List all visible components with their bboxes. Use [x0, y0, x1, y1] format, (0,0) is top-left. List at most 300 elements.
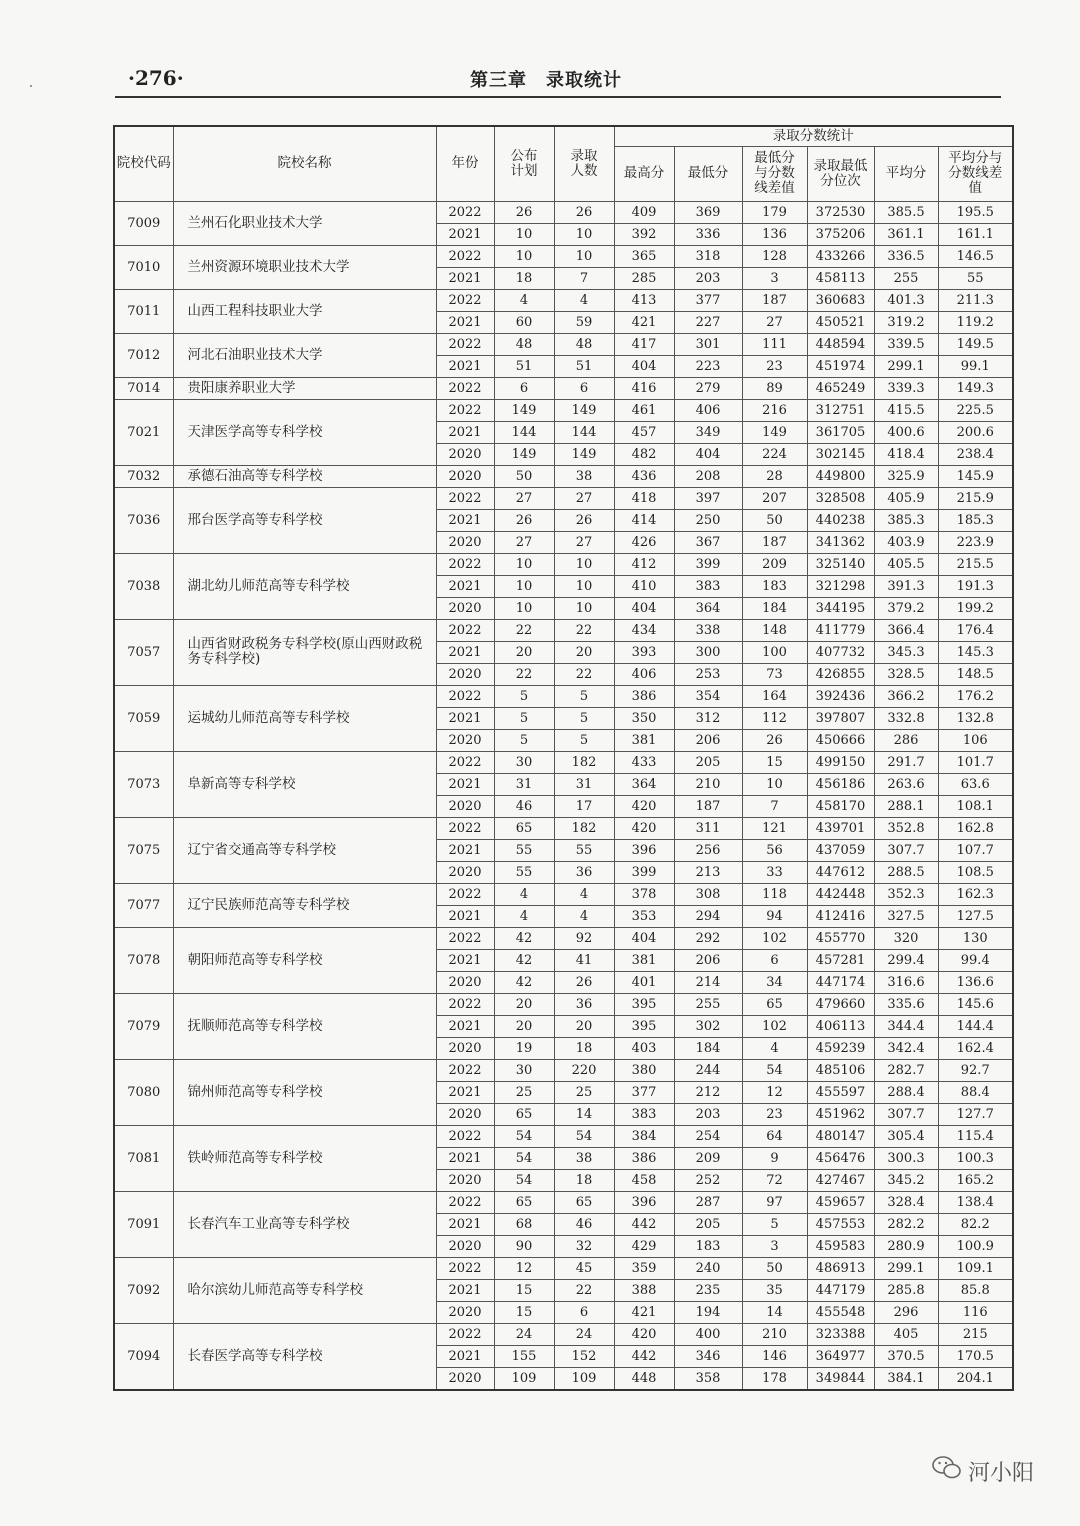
min-rank: 341362: [807, 531, 874, 553]
scan-speck: [30, 85, 32, 87]
max-score: 413: [614, 289, 674, 311]
min-rank: 323388: [807, 1323, 874, 1345]
avg-score: 291.7: [874, 751, 938, 773]
min-diff: 183: [742, 575, 807, 597]
plan: 42: [494, 971, 554, 993]
year: 2022: [436, 201, 494, 223]
admitted: 48: [554, 333, 614, 355]
avg-diff: 238.4: [938, 443, 1013, 465]
min-diff: 210: [742, 1323, 807, 1345]
min-score: 255: [674, 993, 742, 1015]
max-score: 434: [614, 619, 674, 641]
max-score: 482: [614, 443, 674, 465]
min-rank: 375206: [807, 223, 874, 245]
plan: 54: [494, 1125, 554, 1147]
avg-diff: 162.8: [938, 817, 1013, 839]
min-score: 302: [674, 1015, 742, 1037]
min-rank: 485106: [807, 1059, 874, 1081]
max-score: 396: [614, 1191, 674, 1213]
min-diff: 102: [742, 1015, 807, 1037]
avg-diff: 215.5: [938, 553, 1013, 575]
min-score: 383: [674, 575, 742, 597]
min-diff: 50: [742, 1257, 807, 1279]
admission-stats-table: [113, 125, 1014, 1391]
table-row: [114, 1125, 1013, 1147]
header-min-rank: 录取最低分位次: [807, 146, 874, 201]
min-rank: 442448: [807, 883, 874, 905]
school-code: 7079: [114, 993, 173, 1059]
min-score: 338: [674, 619, 742, 641]
min-rank: 459657: [807, 1191, 874, 1213]
year: 2021: [436, 905, 494, 927]
min-diff: 14: [742, 1301, 807, 1323]
avg-diff: 63.6: [938, 773, 1013, 795]
avg-diff: 130: [938, 927, 1013, 949]
min-rank: 440238: [807, 509, 874, 531]
max-score: 388: [614, 1279, 674, 1301]
min-rank: 411779: [807, 619, 874, 641]
admitted: 6: [554, 1301, 614, 1323]
min-rank: 456186: [807, 773, 874, 795]
plan: 46: [494, 795, 554, 817]
min-diff: 6: [742, 949, 807, 971]
plan: 22: [494, 619, 554, 641]
year: 2020: [436, 1169, 494, 1191]
plan: 144: [494, 421, 554, 443]
max-score: 409: [614, 201, 674, 223]
avg-score: 336.5: [874, 245, 938, 267]
plan: 90: [494, 1235, 554, 1257]
min-score: 358: [674, 1367, 742, 1390]
plan: 6: [494, 377, 554, 399]
plan: 18: [494, 267, 554, 289]
min-diff: 3: [742, 267, 807, 289]
table-row: [114, 201, 1013, 223]
school-name: 朝阳师范高等专科学校: [173, 927, 436, 993]
max-score: 380: [614, 1059, 674, 1081]
min-score: 184: [674, 1037, 742, 1059]
admitted: 27: [554, 487, 614, 509]
min-score: 235: [674, 1279, 742, 1301]
min-diff: 64: [742, 1125, 807, 1147]
min-rank: 459583: [807, 1235, 874, 1257]
min-rank: 437059: [807, 839, 874, 861]
min-diff: 112: [742, 707, 807, 729]
wechat-icon: [932, 1455, 962, 1487]
school-name: 哈尔滨幼儿师范高等专科学校: [173, 1257, 436, 1323]
min-rank: 392436: [807, 685, 874, 707]
max-score: 421: [614, 311, 674, 333]
min-diff: 73: [742, 663, 807, 685]
school-code: 7012: [114, 333, 173, 377]
school-code: 7036: [114, 487, 173, 553]
year: 2022: [436, 399, 494, 421]
avg-diff: 176.4: [938, 619, 1013, 641]
year: 2020: [436, 1103, 494, 1125]
header-year: 年份: [436, 126, 494, 201]
school-code: 7092: [114, 1257, 173, 1323]
min-rank: 459239: [807, 1037, 874, 1059]
header-avg: 平均分: [874, 146, 938, 201]
year: 2021: [436, 1081, 494, 1103]
min-score: 253: [674, 663, 742, 685]
min-score: 312: [674, 707, 742, 729]
min-rank: 499150: [807, 751, 874, 773]
admitted: 65: [554, 1191, 614, 1213]
min-score: 367: [674, 531, 742, 553]
avg-score: 288.4: [874, 1081, 938, 1103]
avg-diff: 100.3: [938, 1147, 1013, 1169]
max-score: 442: [614, 1213, 674, 1235]
admitted: 32: [554, 1235, 614, 1257]
min-score: 213: [674, 861, 742, 883]
min-rank: 479660: [807, 993, 874, 1015]
avg-score: 332.8: [874, 707, 938, 729]
avg-diff: 101.7: [938, 751, 1013, 773]
min-rank: 455548: [807, 1301, 874, 1323]
header-code: 院校代码: [114, 126, 173, 201]
admitted: 10: [554, 245, 614, 267]
table-row: [114, 1323, 1013, 1345]
admitted: 18: [554, 1037, 614, 1059]
avg-score: 385.5: [874, 201, 938, 223]
year: 2021: [436, 707, 494, 729]
min-score: 244: [674, 1059, 742, 1081]
max-score: 461: [614, 399, 674, 421]
avg-score: 307.7: [874, 1103, 938, 1125]
school-name: 承德石油高等专科学校: [173, 465, 436, 487]
min-score: 254: [674, 1125, 742, 1147]
max-score: 436: [614, 465, 674, 487]
admitted: 51: [554, 355, 614, 377]
max-score: 448: [614, 1367, 674, 1390]
max-score: 395: [614, 1015, 674, 1037]
min-rank: 451974: [807, 355, 874, 377]
min-rank: 439701: [807, 817, 874, 839]
avg-score: 345.2: [874, 1169, 938, 1191]
year: 2021: [436, 575, 494, 597]
avg-diff: 223.9: [938, 531, 1013, 553]
max-score: 457: [614, 421, 674, 443]
plan: 10: [494, 223, 554, 245]
admitted: 5: [554, 707, 614, 729]
school-code: 7078: [114, 927, 173, 993]
year: 2022: [436, 1059, 494, 1081]
avg-score: 342.4: [874, 1037, 938, 1059]
max-score: 359: [614, 1257, 674, 1279]
min-rank: 364977: [807, 1345, 874, 1367]
year: 2020: [436, 1367, 494, 1390]
min-diff: 7: [742, 795, 807, 817]
max-score: 384: [614, 1125, 674, 1147]
avg-diff: 82.2: [938, 1213, 1013, 1235]
min-diff: 102: [742, 927, 807, 949]
table-row: [114, 465, 1013, 487]
min-rank: 457281: [807, 949, 874, 971]
min-rank: 458170: [807, 795, 874, 817]
avg-diff: 215.9: [938, 487, 1013, 509]
admitted: 26: [554, 509, 614, 531]
year: 2021: [436, 509, 494, 531]
avg-score: 282.2: [874, 1213, 938, 1235]
plan: 19: [494, 1037, 554, 1059]
admitted: 38: [554, 465, 614, 487]
min-score: 397: [674, 487, 742, 509]
avg-diff: 148.5: [938, 663, 1013, 685]
year: 2020: [436, 1037, 494, 1059]
plan: 51: [494, 355, 554, 377]
avg-score: 316.6: [874, 971, 938, 993]
table-row: [114, 817, 1013, 839]
max-score: 403: [614, 1037, 674, 1059]
avg-score: 325.9: [874, 465, 938, 487]
avg-score: 339.3: [874, 377, 938, 399]
year: 2020: [436, 1235, 494, 1257]
avg-diff: 116: [938, 1301, 1013, 1323]
min-score: 203: [674, 267, 742, 289]
school-name: 贵阳康养职业大学: [173, 377, 436, 399]
year: 2022: [436, 289, 494, 311]
plan: 30: [494, 751, 554, 773]
avg-score: 403.9: [874, 531, 938, 553]
table-row: [114, 377, 1013, 399]
avg-diff: 138.4: [938, 1191, 1013, 1213]
min-diff: 100: [742, 641, 807, 663]
max-score: 377: [614, 1081, 674, 1103]
avg-score: 345.3: [874, 641, 938, 663]
min-diff: 187: [742, 531, 807, 553]
admitted: 5: [554, 685, 614, 707]
avg-score: 299.4: [874, 949, 938, 971]
min-rank: 447612: [807, 861, 874, 883]
year: 2022: [436, 377, 494, 399]
min-diff: 72: [742, 1169, 807, 1191]
max-score: 426: [614, 531, 674, 553]
table-row: [114, 399, 1013, 421]
max-score: 420: [614, 1323, 674, 1345]
plan: 10: [494, 245, 554, 267]
min-rank: 486913: [807, 1257, 874, 1279]
avg-diff: 88.4: [938, 1081, 1013, 1103]
min-score: 210: [674, 773, 742, 795]
year: 2022: [436, 487, 494, 509]
max-score: 404: [614, 355, 674, 377]
admitted: 25: [554, 1081, 614, 1103]
min-diff: 149: [742, 421, 807, 443]
plan: 55: [494, 839, 554, 861]
max-score: 353: [614, 905, 674, 927]
min-rank: 433266: [807, 245, 874, 267]
avg-score: 328.5: [874, 663, 938, 685]
avg-score: 255: [874, 267, 938, 289]
header-avg-diff: 平均分与分数线差值: [938, 146, 1013, 201]
school-code: 7077: [114, 883, 173, 927]
min-rank: 457553: [807, 1213, 874, 1235]
min-rank: 344195: [807, 597, 874, 619]
min-score: 308: [674, 883, 742, 905]
plan: 15: [494, 1279, 554, 1301]
year: 2021: [436, 1147, 494, 1169]
avg-score: 307.7: [874, 839, 938, 861]
max-score: 410: [614, 575, 674, 597]
header-admitted: 录取人数: [554, 126, 614, 201]
plan: 4: [494, 289, 554, 311]
year: 2020: [436, 861, 494, 883]
school-name: 邢台医学高等专科学校: [173, 487, 436, 553]
year: 2022: [436, 1257, 494, 1279]
avg-diff: 127.5: [938, 905, 1013, 927]
min-rank: 321298: [807, 575, 874, 597]
admitted: 27: [554, 531, 614, 553]
min-score: 279: [674, 377, 742, 399]
plan: 20: [494, 993, 554, 1015]
min-score: 203: [674, 1103, 742, 1125]
max-score: 421: [614, 1301, 674, 1323]
avg-score: 286: [874, 729, 938, 751]
max-score: 386: [614, 1147, 674, 1169]
admitted: 46: [554, 1213, 614, 1235]
avg-diff: 108.1: [938, 795, 1013, 817]
min-diff: 5: [742, 1213, 807, 1235]
plan: 10: [494, 553, 554, 575]
min-score: 227: [674, 311, 742, 333]
header-min-diff: 最低分与分数线差值: [742, 146, 807, 201]
admitted: 26: [554, 971, 614, 993]
school-code: 7080: [114, 1059, 173, 1125]
avg-diff: 145.3: [938, 641, 1013, 663]
admitted: 45: [554, 1257, 614, 1279]
year: 2021: [436, 355, 494, 377]
max-score: 406: [614, 663, 674, 685]
avg-score: 352.3: [874, 883, 938, 905]
plan: 27: [494, 531, 554, 553]
year: 2022: [436, 817, 494, 839]
min-diff: 209: [742, 553, 807, 575]
min-diff: 216: [742, 399, 807, 421]
school-name: 河北石油职业技术大学: [173, 333, 436, 377]
min-diff: 4: [742, 1037, 807, 1059]
min-diff: 56: [742, 839, 807, 861]
admitted: 59: [554, 311, 614, 333]
min-score: 346: [674, 1345, 742, 1367]
plan: 50: [494, 465, 554, 487]
plan: 60: [494, 311, 554, 333]
admitted: 4: [554, 883, 614, 905]
min-score: 209: [674, 1147, 742, 1169]
avg-score: 344.4: [874, 1015, 938, 1037]
plan: 5: [494, 685, 554, 707]
avg-diff: 99.1: [938, 355, 1013, 377]
school-name: 湖北幼儿师范高等专科学校: [173, 553, 436, 619]
avg-score: 305.4: [874, 1125, 938, 1147]
min-diff: 97: [742, 1191, 807, 1213]
admitted: 26: [554, 201, 614, 223]
school-code: 7009: [114, 201, 173, 245]
min-rank: 455770: [807, 927, 874, 949]
avg-diff: 162.3: [938, 883, 1013, 905]
table-row: [114, 619, 1013, 641]
min-score: 206: [674, 949, 742, 971]
page-number: ·276·: [128, 66, 184, 90]
max-score: 404: [614, 597, 674, 619]
school-name: 兰州资源环境职业技术大学: [173, 245, 436, 289]
plan: 65: [494, 1103, 554, 1125]
max-score: 399: [614, 861, 674, 883]
plan: 48: [494, 333, 554, 355]
avg-score: 391.3: [874, 575, 938, 597]
plan: 65: [494, 817, 554, 839]
min-score: 183: [674, 1235, 742, 1257]
min-diff: 26: [742, 729, 807, 751]
school-code: 7081: [114, 1125, 173, 1191]
min-score: 311: [674, 817, 742, 839]
avg-diff: 204.1: [938, 1367, 1013, 1390]
plan: 31: [494, 773, 554, 795]
avg-score: 379.2: [874, 597, 938, 619]
min-diff: 178: [742, 1367, 807, 1390]
max-score: 442: [614, 1345, 674, 1367]
min-score: 377: [674, 289, 742, 311]
min-rank: 349844: [807, 1367, 874, 1390]
avg-score: 385.3: [874, 509, 938, 531]
year: 2022: [436, 619, 494, 641]
admitted: 10: [554, 597, 614, 619]
avg-score: 285.8: [874, 1279, 938, 1301]
avg-diff: 106: [938, 729, 1013, 751]
min-rank: 328508: [807, 487, 874, 509]
min-rank: 427467: [807, 1169, 874, 1191]
plan: 54: [494, 1147, 554, 1169]
avg-diff: 85.8: [938, 1279, 1013, 1301]
plan: 65: [494, 1191, 554, 1213]
year: 2020: [436, 971, 494, 993]
school-code: 7059: [114, 685, 173, 751]
avg-diff: 162.4: [938, 1037, 1013, 1059]
year: 2020: [436, 531, 494, 553]
admitted: 17: [554, 795, 614, 817]
avg-score: 401.3: [874, 289, 938, 311]
max-score: 365: [614, 245, 674, 267]
min-diff: 10: [742, 773, 807, 795]
header-max: 最高分: [614, 146, 674, 201]
admitted: 54: [554, 1125, 614, 1147]
max-score: 393: [614, 641, 674, 663]
watermark-text: 河小阳: [968, 1460, 1035, 1486]
admitted: 36: [554, 993, 614, 1015]
min-diff: 94: [742, 905, 807, 927]
min-diff: 121: [742, 817, 807, 839]
header-min: 最低分: [674, 146, 742, 201]
min-diff: 23: [742, 1103, 807, 1125]
admitted: 220: [554, 1059, 614, 1081]
school-name: 山西省财政税务专科学校(原山西财政税务专科学校): [173, 619, 436, 685]
avg-score: 366.4: [874, 619, 938, 641]
plan: 68: [494, 1213, 554, 1235]
year: 2021: [436, 1279, 494, 1301]
min-rank: 465249: [807, 377, 874, 399]
year: 2021: [436, 1345, 494, 1367]
avg-diff: 165.2: [938, 1169, 1013, 1191]
avg-diff: 149.5: [938, 333, 1013, 355]
year: 2020: [436, 663, 494, 685]
min-diff: 207: [742, 487, 807, 509]
min-score: 212: [674, 1081, 742, 1103]
min-score: 250: [674, 509, 742, 531]
min-rank: 480147: [807, 1125, 874, 1147]
plan: 149: [494, 399, 554, 421]
max-score: 396: [614, 839, 674, 861]
admitted: 22: [554, 619, 614, 641]
